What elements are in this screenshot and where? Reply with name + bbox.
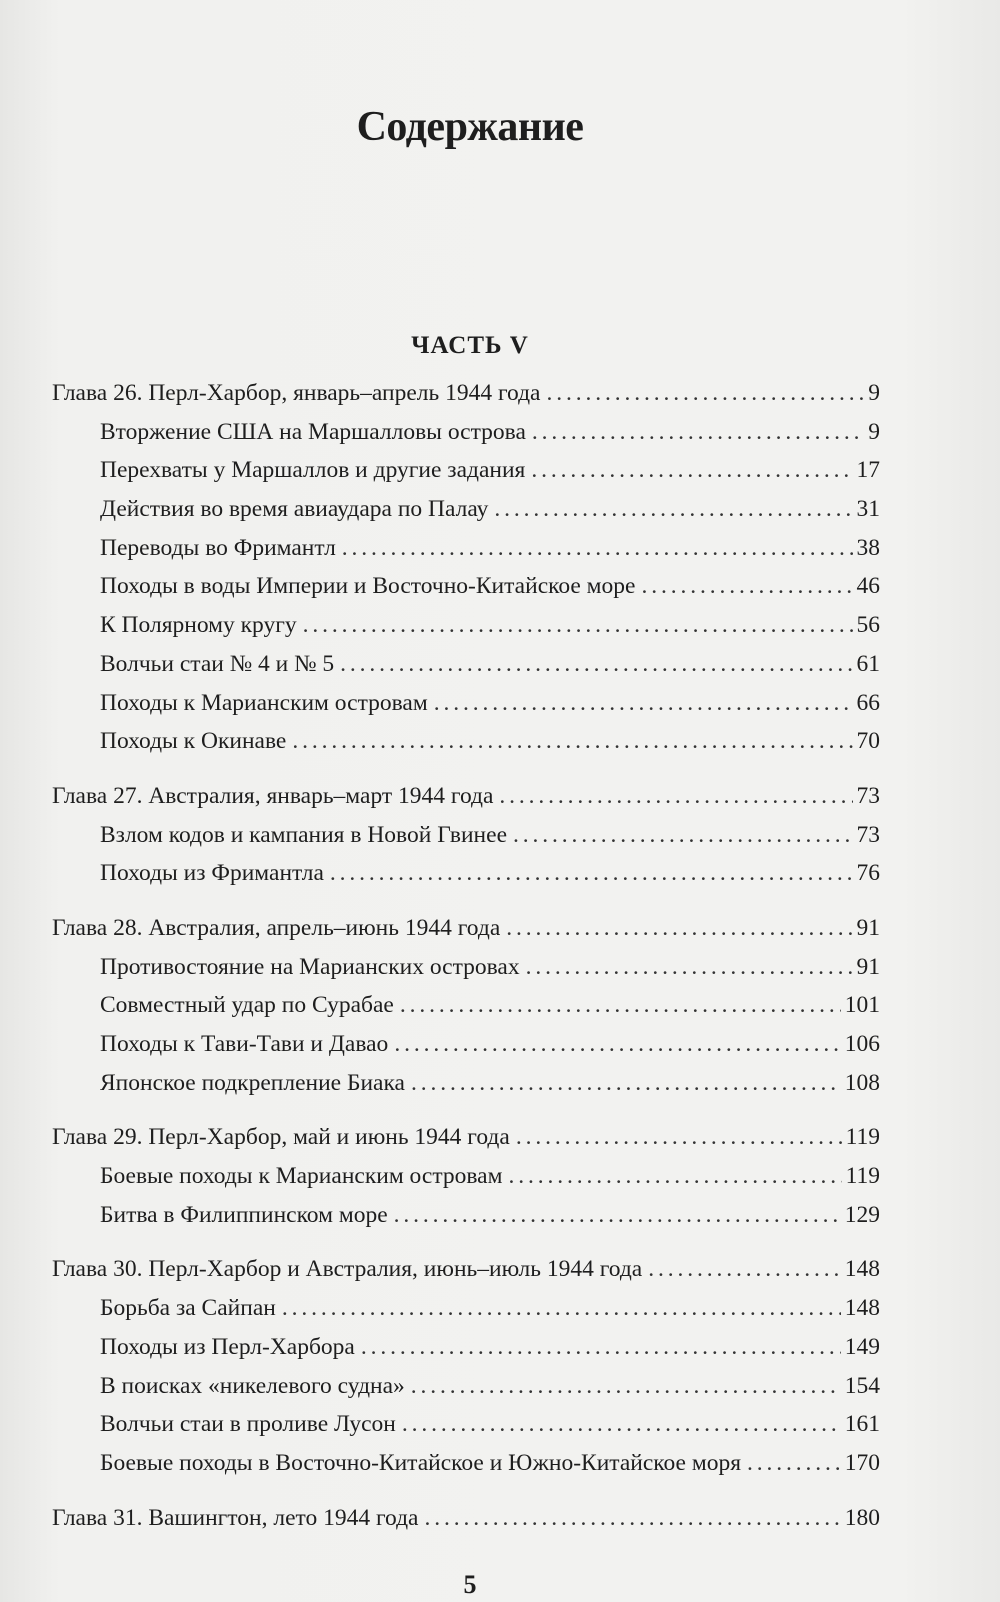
- entry-title: Борьба за Сайпан: [100, 1295, 276, 1322]
- entry-title: Глава 31. Вашингтон, лето 1944 года: [52, 1504, 419, 1531]
- entry-page: 46: [856, 573, 880, 600]
- dot-leader: [330, 854, 853, 893]
- dot-leader: [499, 777, 852, 816]
- section-entry: [52, 1367, 880, 1406]
- section-entry: [52, 645, 880, 684]
- entry-title: Волчьи стаи в проливе Лусон: [100, 1411, 396, 1438]
- dot-leader: [532, 413, 864, 452]
- section-entry: [52, 684, 880, 723]
- dot-leader: [526, 948, 853, 987]
- section-entry: [52, 1025, 880, 1064]
- section-entry: [52, 413, 880, 452]
- entry-title: Переводы во Фримантл: [100, 534, 336, 561]
- entry-page: 9: [868, 418, 880, 445]
- entry-title: В поисках «никелевого судна»: [100, 1372, 405, 1399]
- entry-page: 154: [844, 1372, 880, 1399]
- dot-leader: [282, 1289, 841, 1328]
- dot-leader: [303, 606, 853, 645]
- entry-page: 31: [856, 496, 880, 523]
- dot-leader: [394, 1025, 840, 1064]
- section-entry: [52, 606, 880, 645]
- entry-page: 91: [856, 914, 880, 941]
- section-entry: [52, 567, 880, 606]
- section-entry: [52, 986, 880, 1025]
- entry-title: Действия во время авиаудара по Палау: [100, 496, 489, 523]
- entry-page: 148: [844, 1256, 880, 1283]
- table-of-contents: [52, 374, 880, 1553]
- entry-title: Перехваты у Маршаллов и другие задания: [100, 457, 526, 484]
- entry-page: 149: [844, 1333, 880, 1360]
- chapter-group: [52, 1118, 880, 1234]
- dot-leader: [434, 684, 853, 723]
- dot-leader: [361, 1328, 841, 1367]
- entry-title: Глава 30. Перл-Харбор и Австралия, июнь–июль 1944 года: [52, 1256, 643, 1283]
- entry-title: Взлом кодов и кампания в Новой Гвинее: [100, 821, 507, 848]
- entry-title: Глава 26. Перл-Харбор, январь–апрель 1944 года: [52, 380, 541, 406]
- entry-page: 38: [856, 534, 880, 561]
- section-entry: [52, 1157, 880, 1196]
- dot-leader: [292, 722, 852, 761]
- dot-leader: [342, 529, 853, 568]
- chapter-group: [52, 777, 880, 893]
- dot-leader: [531, 451, 852, 490]
- dot-leader: [394, 1196, 841, 1235]
- dot-leader: [400, 986, 841, 1025]
- dot-leader: [508, 1157, 841, 1196]
- entry-page: 119: [845, 1124, 880, 1151]
- entry-page: 61: [856, 650, 880, 677]
- entry-page: 148: [844, 1295, 880, 1322]
- entry-title: Походы к Окинаве: [100, 728, 287, 755]
- entry-title: Японское подкрепление Биака: [100, 1069, 405, 1096]
- chapter-entry: [52, 1499, 880, 1538]
- entry-title: Походы к Тави-Тави и Давао: [100, 1031, 389, 1057]
- dot-leader: [340, 645, 852, 684]
- entry-title: К Полярному кругу: [100, 612, 297, 639]
- section-entry: [52, 1405, 880, 1444]
- entry-page: 66: [856, 689, 880, 716]
- dot-leader: [648, 1250, 841, 1289]
- entry-page: 161: [844, 1411, 880, 1438]
- entry-page: 73: [856, 782, 880, 809]
- dot-leader: [513, 816, 853, 855]
- section-entry: [52, 816, 880, 855]
- page-title: Содержание: [356, 104, 584, 150]
- part-heading: ЧАСТЬ V: [411, 332, 529, 359]
- section-entry: [52, 1289, 880, 1328]
- dot-leader: [506, 909, 852, 948]
- dot-leader: [494, 490, 852, 529]
- section-entry: [52, 1444, 880, 1483]
- page-number: 5: [463, 1570, 477, 1599]
- section-entry: [52, 1064, 880, 1103]
- section-entry: [52, 451, 880, 490]
- section-entry: [52, 948, 880, 987]
- entry-title: Противостояние на Марианских островах: [100, 953, 520, 980]
- entry-title: Совместный удар по Сурабае: [100, 992, 394, 1019]
- entry-page: 101: [844, 992, 880, 1019]
- chapter-entry: [52, 1118, 880, 1157]
- entry-page: 180: [844, 1504, 880, 1531]
- dot-leader: [411, 1064, 841, 1103]
- entry-page: 119: [845, 1163, 880, 1190]
- entry-page: 9: [868, 380, 880, 406]
- chapter-entry: [52, 777, 880, 816]
- chapter-entry: [52, 1250, 880, 1289]
- entry-page: 108: [844, 1069, 880, 1096]
- chapter-group: [52, 909, 880, 1102]
- section-entry: [52, 722, 880, 761]
- section-entry: [52, 1328, 880, 1367]
- chapter-entry: [52, 374, 880, 413]
- chapter-group: [52, 1499, 880, 1538]
- entry-page: 106: [844, 1031, 880, 1057]
- chapter-entry: [52, 909, 880, 948]
- entry-page: 17: [856, 457, 880, 484]
- entry-page: 70: [856, 728, 880, 755]
- entry-title: Боевые походы к Марианским островам: [100, 1163, 503, 1190]
- entry-title: Глава 28. Австралия, апрель–июнь 1944 года: [52, 914, 501, 941]
- entry-title: Походы к Марианским островам: [100, 689, 428, 716]
- entry-page: 91: [856, 953, 880, 980]
- chapter-group: [52, 374, 880, 761]
- entry-title: Боевые походы в Восточно-Китайское и Южно-Китайское моря: [100, 1449, 742, 1476]
- section-entry: [52, 490, 880, 529]
- entry-title: Волчьи стаи № 4 и № 5: [100, 650, 335, 677]
- dot-leader: [642, 567, 853, 606]
- entry-title: Глава 29. Перл-Харбор, май и июнь 1944 года: [52, 1124, 510, 1151]
- entry-page: 170: [844, 1449, 880, 1476]
- entry-page: 56: [856, 612, 880, 639]
- section-entry: [52, 529, 880, 568]
- entry-title: Глава 27. Австралия, январь–март 1944 года: [52, 782, 494, 809]
- section-entry: [52, 854, 880, 893]
- entry-title: Походы из Перл-Харбора: [100, 1333, 355, 1360]
- entry-title: Вторжение США на Маршалловы острова: [100, 418, 526, 445]
- section-entry: [52, 1196, 880, 1235]
- entry-page: 73: [856, 821, 880, 848]
- dot-leader: [546, 374, 864, 413]
- dot-leader: [411, 1367, 841, 1406]
- entry-title: Походы в воды Империи и Восточно-Китайское море: [100, 573, 636, 600]
- dot-leader: [424, 1499, 840, 1538]
- entry-title: Битва в Филиппинском море: [100, 1201, 388, 1228]
- chapter-group: [52, 1250, 880, 1482]
- dot-leader: [747, 1444, 841, 1483]
- entry-title: Походы из Фримантла: [100, 860, 324, 887]
- entry-page: 76: [856, 860, 880, 887]
- dot-leader: [402, 1405, 841, 1444]
- dot-leader: [516, 1118, 842, 1157]
- entry-page: 129: [844, 1201, 880, 1228]
